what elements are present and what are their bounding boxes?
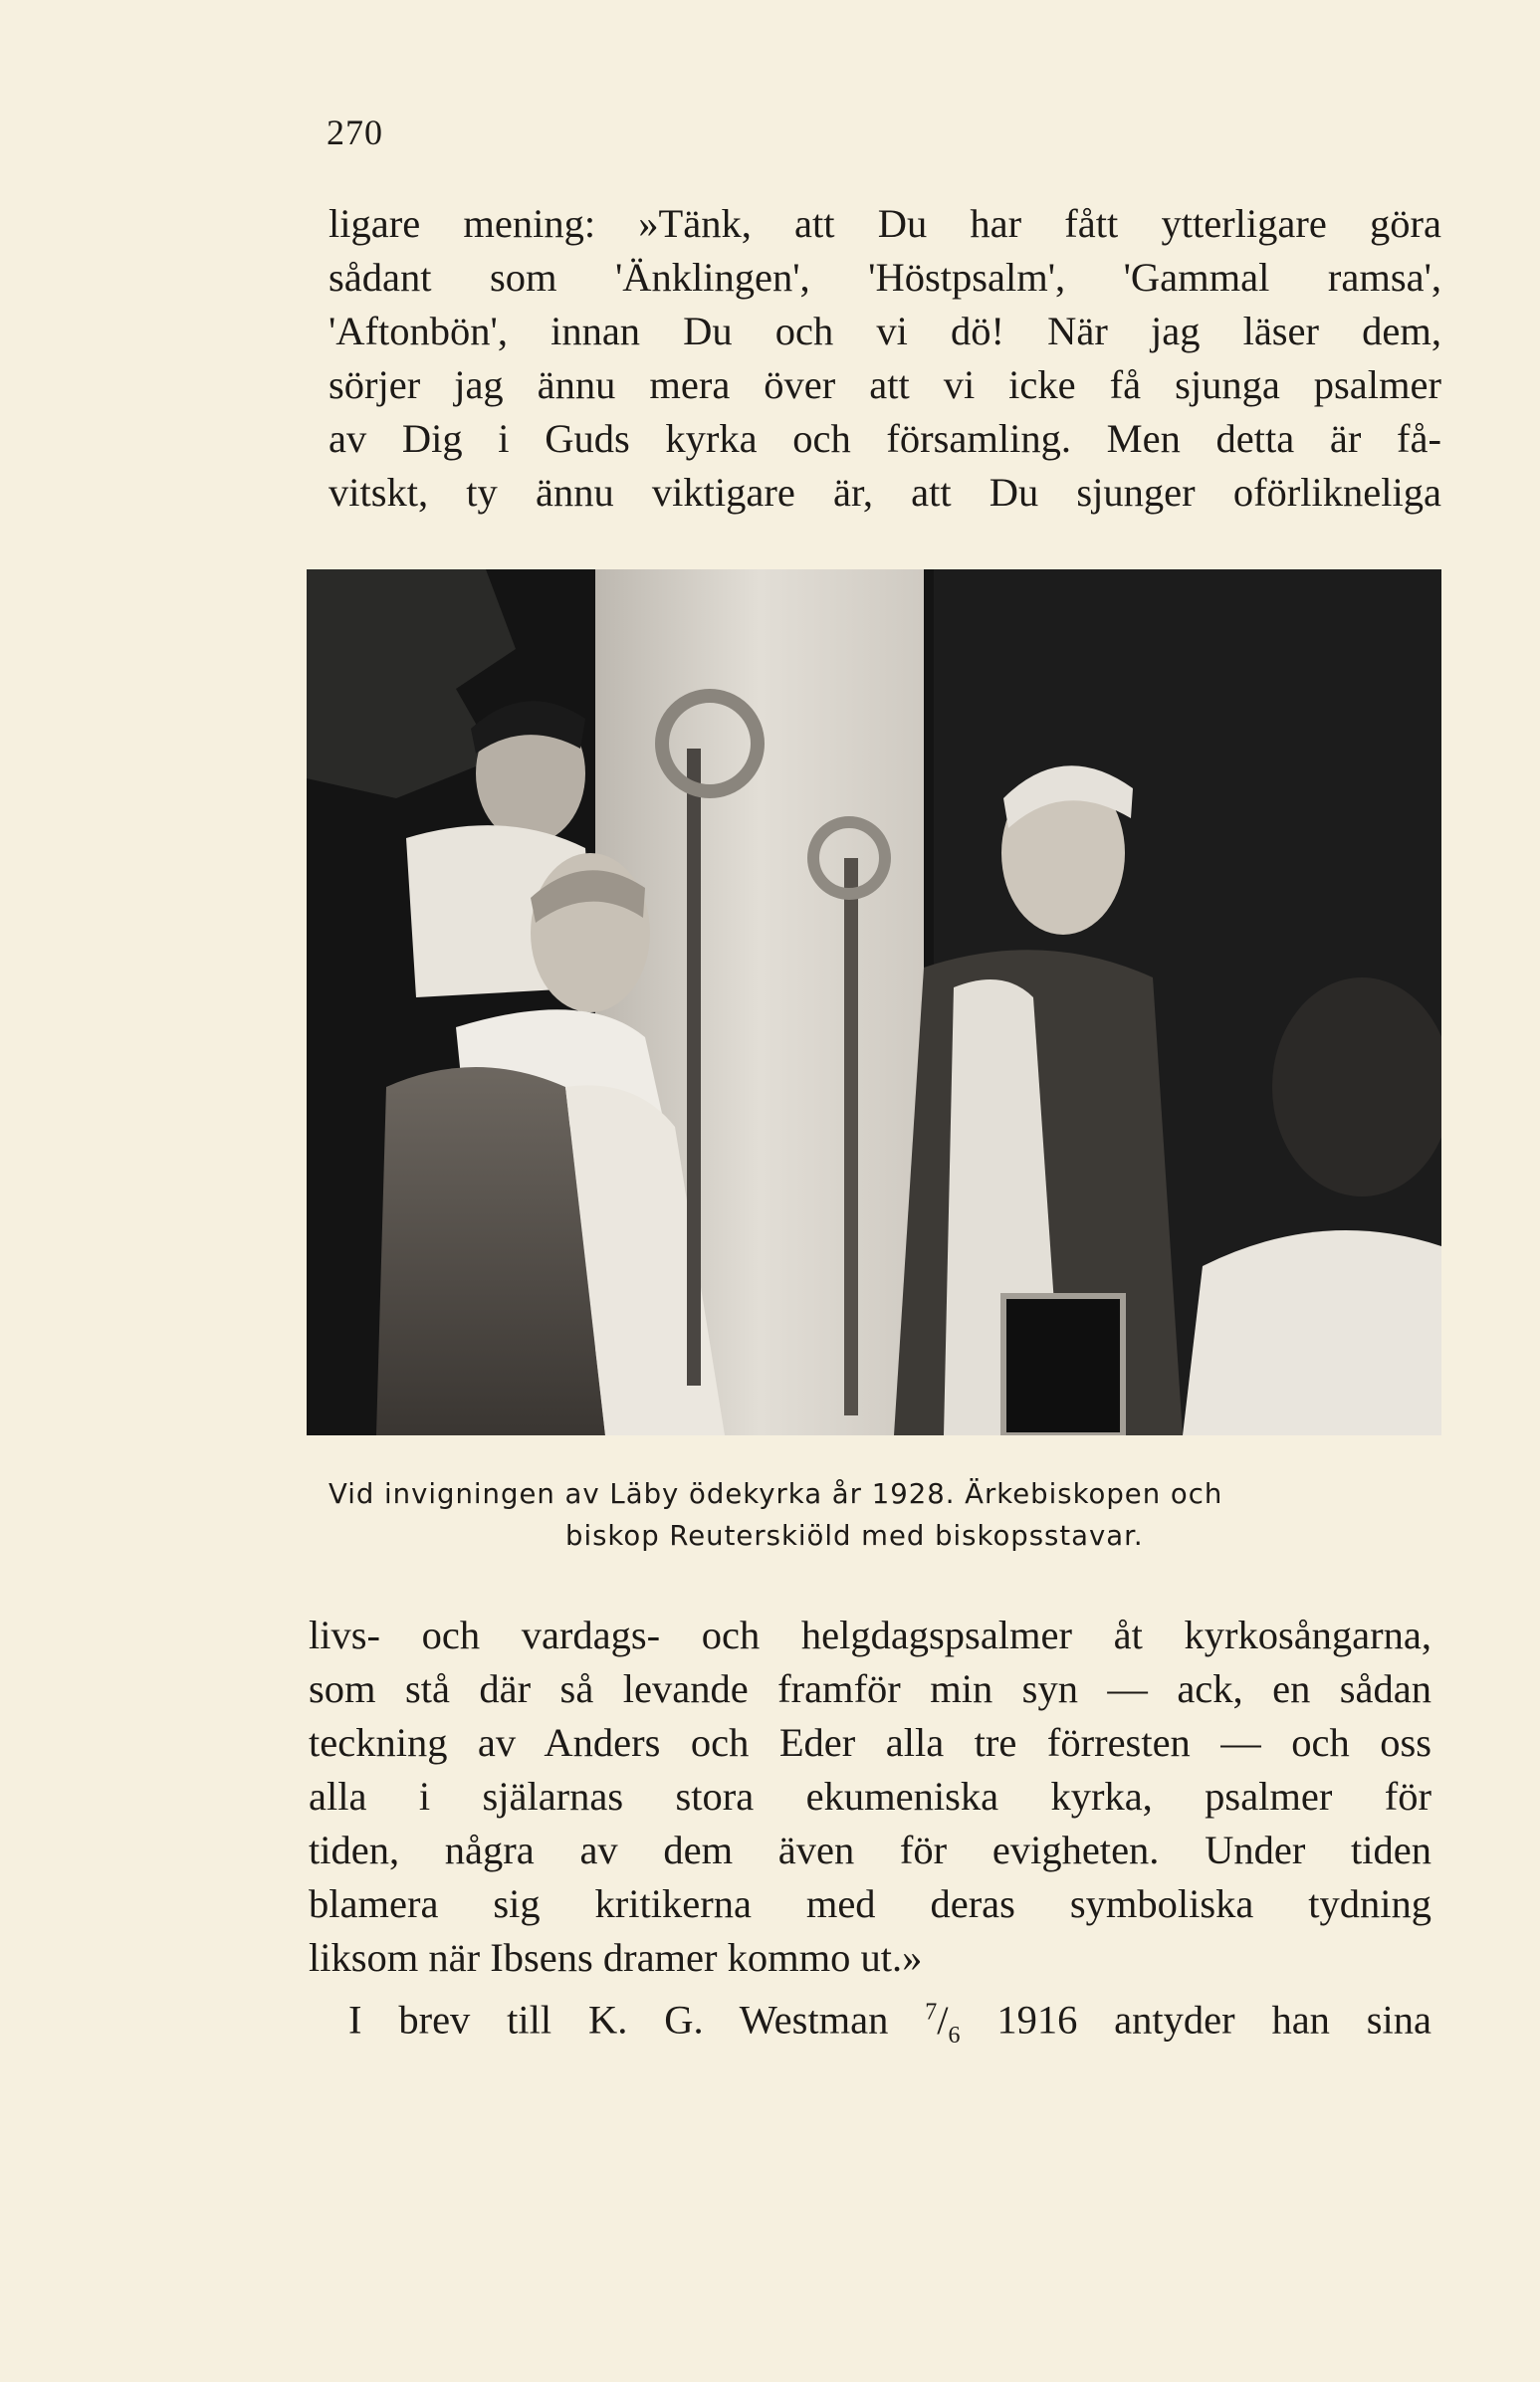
paragraph-bottom bbox=[309, 1609, 1431, 2062]
text-line: alla i själarnas stora ekumeniska kyrka, psalmer för bbox=[309, 1774, 1431, 1819]
text-line: ligare mening: »Tänk, att Du har fått ytterligare göra bbox=[329, 201, 1441, 246]
text-line-new-paragraph bbox=[309, 1985, 1431, 2062]
text-fragment: I brev till K. G. Westman bbox=[348, 1997, 926, 2043]
text-line: 'Aftonbön', innan Du och vi dö! När jag läser dem, bbox=[329, 309, 1441, 353]
photo-caption bbox=[329, 1473, 1374, 1557]
paragraph-top bbox=[329, 197, 1441, 520]
date-denominator: 6 bbox=[948, 2022, 961, 2049]
text-line: liksom när Ibsens dramer kommo ut.» bbox=[309, 1935, 923, 1980]
text-line: tiden, några av dem även för evigheten. Under tiden bbox=[309, 1828, 1431, 1872]
caption-line: biskop Reuterskiöld med biskopsstavar. bbox=[565, 1520, 1144, 1552]
photograph-illustration bbox=[307, 569, 1441, 1435]
text-line: av Dig i Guds kyrka och församling. Men detta är få- bbox=[329, 416, 1441, 461]
text-line: blamera sig kritikerna med deras symboliska tydning bbox=[309, 1881, 1431, 1926]
text-line: teckning av Anders och Eder alla tre förresten — och oss bbox=[309, 1720, 1431, 1765]
crozier-right-staff bbox=[844, 858, 858, 1415]
text-fragment: 1916 antyder han sina bbox=[960, 1997, 1432, 2043]
crozier-left-staff bbox=[687, 749, 701, 1386]
text-line: livs- och vardags- och helgdagspsalmer åt kyrkosångarna, bbox=[309, 1613, 1431, 1657]
date-fraction: $^7/_6$ bbox=[925, 1997, 961, 2049]
text-line: som stå där så levande framför min syn — ack, en sådan bbox=[309, 1666, 1431, 1711]
page-number: 270 bbox=[327, 112, 383, 152]
caption-line: Vid invigningen av Läby ödekyrka år 1928. Ärkebiskopen och bbox=[329, 1478, 1223, 1510]
foreground-person-surplice bbox=[1183, 1230, 1441, 1435]
text-line: sådant som 'Änklingen', 'Höstpsalm', 'Gammal ramsa', bbox=[329, 255, 1441, 300]
date-numerator: 7 bbox=[925, 1999, 938, 2025]
text-line: sörjer jag ännu mera över att vi icke få sjunga psalmer bbox=[329, 362, 1441, 407]
book bbox=[1003, 1296, 1123, 1435]
photograph-consecration bbox=[307, 569, 1441, 1435]
text-line: vitskt, ty ännu viktigare är, att Du sjunger oförlikneliga bbox=[329, 470, 1441, 515]
